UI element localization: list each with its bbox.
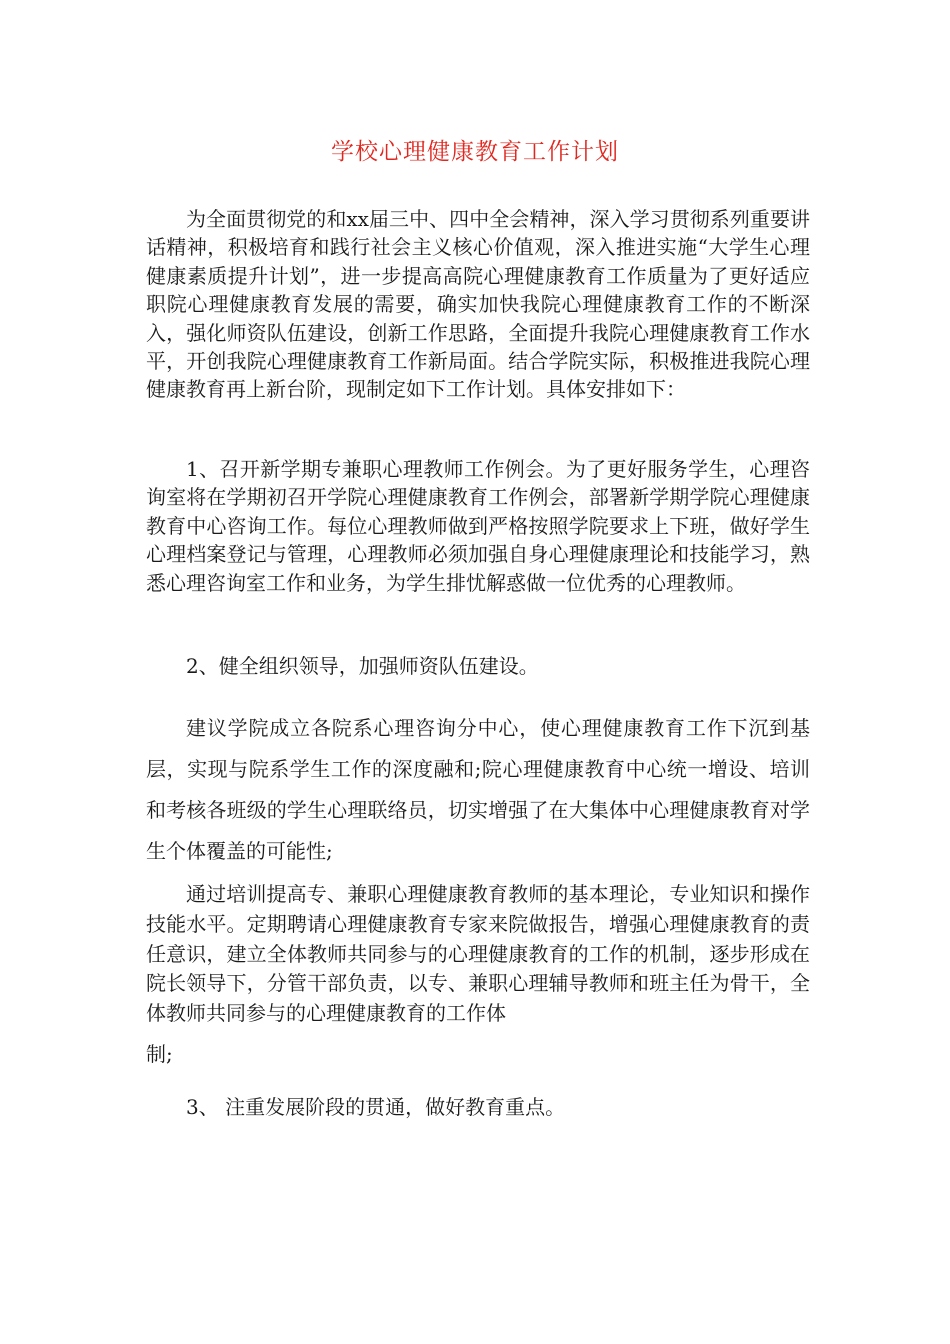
paragraph-item-2-heading: 2、健全组织领导，加强师资队伍建设。 xyxy=(186,654,539,678)
paragraph-item-2-detail-b-body: 通过培训提高专、兼职心理健康教育教师的基本理论，专业知识和操作技能水平。定期聘请心理健康教育专家来院做报告，增强心理健康教育的责任意识，建立全体教师共同参与的心理健康教育的工作的机制，逐步形成在院长领导下，分管干部负责，以专、兼职心理辅导教师和班主任为骨干，全体教师共同参与的心理健康教育的工作体 xyxy=(146,882,810,1026)
paragraph-item-2-detail-b-tail: 制; xyxy=(146,1041,173,1066)
paragraph-item-2-detail-b xyxy=(146,880,810,1070)
paragraph-item-1: 1、召开新学期专兼职心理教师工作例会。为了更好服务学生，心理咨询室将在学期初召开学院心理健康教育工作例会，部署新学期学院心理健康教育中心咨询工作。每位心理教师做到严格按照学院要求上下班，做好学生心理档案登记与管理，心理教师必须加强自身心理健康理论和技能学习，熟悉心理咨询室工作和业务，为学生排忧解惑做一位优秀的心理教师。 xyxy=(146,457,810,595)
paragraph-intro: 为全面贯彻党的和xx届三中、四中全会精神，深入学习贯彻系列重要讲话精神，积极培育和践行社会主义核心价值观，深入推进实施“大学生心理健康素质提升计划”，进一步提高高院心理健康教育工作质量为了更好适应职院心理健康教育发展的需要，确实加快我院心理健康教育工作的不断深入，强化师资队伍建设，创新工作思路，全面提升我院心理健康教育工作水平，开创我院心理健康教育工作新局面。结合学院实际，积极推进我院心理健康教育再上新台阶，现制定如下工作计划。具体安排如下： xyxy=(146,207,810,402)
paragraph-item-2-detail-a: 建议学院成立各院系心理咨询分中心，使心理健康教育工作下沉到基层，实现与院系学生工作的深度融和;院心理健康教育中心统一增设、培训和考核各班级的学生心理联络员，切实增强了在大集体中心理健康教育对学生个体覆盖的可能性; xyxy=(146,716,810,863)
document-title: 学校心理健康教育工作计划 xyxy=(331,139,619,165)
paragraph-item-3-heading: 3、 注重发展阶段的贯通，做好教育重点。 xyxy=(186,1095,566,1119)
